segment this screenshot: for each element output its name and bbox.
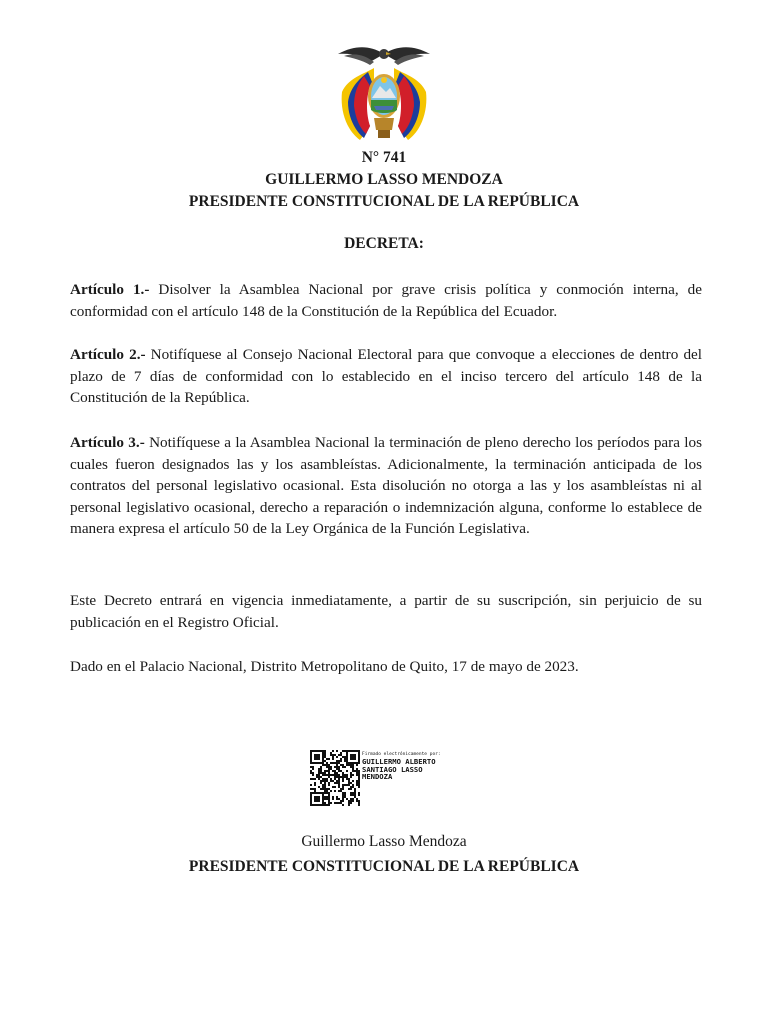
qr-code-icon — [310, 750, 360, 806]
article-1 — [70, 279, 702, 322]
signature-text — [362, 752, 472, 781]
article-2 — [70, 344, 702, 409]
article-3 — [70, 432, 702, 540]
article-3-text: Notifíquese a la Asamblea Nacional la terminación de pleno derecho los períodos para los cuales fueron designados las y los asambleístas. Adicionalmente, la terminación anticipada de los contratos del personal legislativo ocasional. Esta disolución no otorga a las y los asambleístas ni al personal legislativo ocasional, derecho a reparación o indemnización alguna, conforme lo establece de manera expresa el artículo 50 de la Ley Orgánica de la Función Legislativa. — [70, 434, 703, 538]
president-name: GUILLERMO LASSO MENDOZA — [265, 171, 503, 188]
decree-number: N° 741 — [361, 149, 407, 166]
president-title: PRESIDENTE CONSTITUCIONAL DE LA REPÚBLICA — [188, 193, 580, 210]
signer-line: SANTIAGO LASSO — [362, 764, 423, 774]
dado-paragraph: Dado en el Palacio Nacional, Distrito Metropolitano de Quito, 17 de mayo de 2023. — [70, 658, 579, 675]
article-2-text: Notifíquese al Consejo Nacional Electoral para que convoque a elecciones de dentro del plazo de 7 días de conformidad con lo establecido en el inciso tercero del artículo 148 de la Constitución de la República. — [70, 346, 703, 407]
coat-of-arms-icon — [334, 40, 434, 146]
signer-title: PRESIDENTE CONSTITUCIONAL DE LA REPÚBLICA — [188, 858, 580, 875]
article-1-text: Disolver la Asamblea Nacional por grave crisis política y conmoción interna, de conformidad con el artículo 148 de la Constitución de la República del Ecuador. — [70, 281, 702, 320]
decreta-heading: DECRETA: — [344, 235, 424, 252]
vigencia-paragraph: Este Decreto entrará en vigencia inmediatamente, a partir de su suscripción, sin perjuicio de su publicación en el Registro Oficial. — [70, 592, 702, 631]
article-2-heading: Artículo 2.- — [70, 346, 146, 363]
signer-line: MENDOZA — [362, 772, 393, 782]
signer-line: GUILLERMO ALBERTO — [362, 757, 436, 766]
article-3-heading: Artículo 3.- — [70, 434, 145, 451]
signed-by-label: Firmado electrónicamente por: — [362, 752, 441, 757]
signer-name: Guillermo Lasso Mendoza — [301, 833, 467, 850]
article-1-heading: Artículo 1.- — [70, 281, 150, 298]
electronic-signature — [310, 750, 460, 808]
